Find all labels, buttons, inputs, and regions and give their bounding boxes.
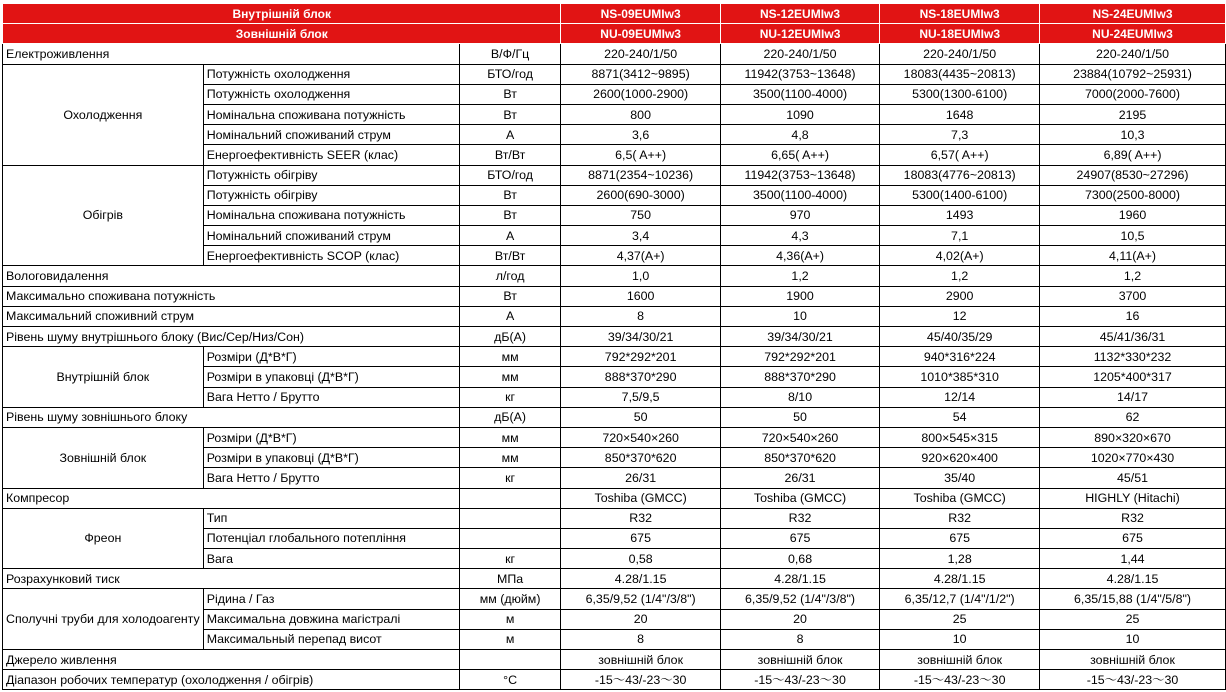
param-label: Діапазон робочих температур (охолодження / обігрів) bbox=[3, 670, 460, 690]
unit-cell: В/Ф/Гц bbox=[459, 44, 561, 64]
spec-row bbox=[3, 327, 1226, 347]
param-label: Рівень шуму зовнішнього блоку bbox=[3, 407, 460, 427]
value-cell: 7000(2000-7600) bbox=[1040, 84, 1226, 104]
value-cell: 920×620×400 bbox=[880, 448, 1040, 468]
value-cell: 940*316*224 bbox=[880, 347, 1040, 367]
spec-row bbox=[3, 569, 1226, 589]
group-label: Охолодження bbox=[3, 64, 204, 165]
value-cell: 970 bbox=[720, 205, 880, 225]
value-cell: R32 bbox=[880, 508, 1040, 528]
value-cell: 890×320×670 bbox=[1040, 427, 1226, 447]
value-cell: 4,36(A+) bbox=[720, 246, 880, 266]
unit-cell: Вт bbox=[459, 286, 561, 306]
value-cell: 4,02(A+) bbox=[880, 246, 1040, 266]
unit-cell: Вт bbox=[459, 185, 561, 205]
value-cell: 25 bbox=[1040, 609, 1226, 629]
value-cell: 8 bbox=[720, 629, 880, 649]
value-cell: 6,35/9,52 (1/4"/3/8") bbox=[720, 589, 880, 609]
value-cell: 45/40/35/29 bbox=[880, 327, 1040, 347]
value-cell: 50 bbox=[561, 407, 720, 427]
value-cell: 24907(8530~27296) bbox=[1040, 165, 1226, 185]
value-cell: 18083(4435~20813) bbox=[880, 64, 1040, 84]
unit-cell: дБ(А) bbox=[459, 407, 561, 427]
param-label: Вологовидалення bbox=[3, 266, 460, 286]
value-cell: 1,0 bbox=[561, 266, 720, 286]
param-label: Потужність охолодження bbox=[203, 64, 459, 84]
value-cell: 792*292*201 bbox=[561, 347, 720, 367]
value-cell: R32 bbox=[1040, 508, 1226, 528]
param-label: Вага Нетто / Брутто bbox=[203, 468, 459, 488]
value-cell: R32 bbox=[561, 508, 720, 528]
value-cell: 1648 bbox=[880, 104, 1040, 124]
outdoor-model: NU-09EUMIw3 bbox=[561, 24, 720, 44]
header-label: Зовнішній блок bbox=[3, 24, 561, 44]
value-cell: 0,58 bbox=[561, 549, 720, 569]
value-cell: зовнішній блок bbox=[1040, 650, 1226, 670]
group-label: Обігрів bbox=[3, 165, 204, 266]
unit-cell: дБ(А) bbox=[459, 327, 561, 347]
value-cell: 1600 bbox=[561, 286, 720, 306]
value-cell: 675 bbox=[561, 528, 720, 548]
value-cell: 45/51 bbox=[1040, 468, 1226, 488]
value-cell: 675 bbox=[1040, 528, 1226, 548]
param-label: Максимальна довжина магістралі bbox=[203, 609, 459, 629]
value-cell: 26/31 bbox=[720, 468, 880, 488]
value-cell: 7300(2500-8000) bbox=[1040, 185, 1226, 205]
param-label: Номінальна споживана потужність bbox=[203, 104, 459, 124]
spec-table bbox=[2, 3, 1226, 690]
value-cell: 10 bbox=[720, 306, 880, 326]
unit-cell: Вт/Вт bbox=[459, 145, 561, 165]
value-cell: 18083(4776~20813) bbox=[880, 165, 1040, 185]
value-cell: 4.28/1.15 bbox=[880, 569, 1040, 589]
value-cell: 11942(3753~13648) bbox=[720, 165, 880, 185]
value-cell: 4.28/1.15 bbox=[561, 569, 720, 589]
value-cell: 720×540×260 bbox=[720, 427, 880, 447]
spec-row bbox=[3, 44, 1226, 64]
value-cell: 4,8 bbox=[720, 125, 880, 145]
value-cell: 10 bbox=[1040, 629, 1226, 649]
unit-cell: м bbox=[459, 609, 561, 629]
value-cell: 1,2 bbox=[720, 266, 880, 286]
value-cell: -15～43/-23～30 bbox=[1040, 670, 1226, 690]
value-cell: 0,68 bbox=[720, 549, 880, 569]
spec-row bbox=[3, 347, 1226, 367]
spec-row bbox=[3, 306, 1226, 326]
unit-cell: А bbox=[459, 125, 561, 145]
value-cell: 1090 bbox=[720, 104, 880, 124]
param-label: Рівень шуму внутрішнього блоку (Вис/Сер/Низ/Сон) bbox=[3, 327, 460, 347]
value-cell: 1493 bbox=[880, 205, 1040, 225]
value-cell: 2600(1000-2900) bbox=[561, 84, 720, 104]
value-cell: R32 bbox=[720, 508, 880, 528]
unit-cell: мм bbox=[459, 427, 561, 447]
value-cell: HIGHLY (Hitachi) bbox=[1040, 488, 1226, 508]
value-cell: 6,35/12,7 (1/4"/1/2") bbox=[880, 589, 1040, 609]
value-cell: 220-240/1/50 bbox=[561, 44, 720, 64]
value-cell: 39/34/30/21 bbox=[561, 327, 720, 347]
value-cell: 7,5/9,5 bbox=[561, 387, 720, 407]
value-cell: 2600(690-3000) bbox=[561, 185, 720, 205]
value-cell: 4,11(A+) bbox=[1040, 246, 1226, 266]
unit-cell: кг bbox=[459, 468, 561, 488]
value-cell: Toshiba (GMCC) bbox=[880, 488, 1040, 508]
value-cell: 10,3 bbox=[1040, 125, 1226, 145]
unit-cell: МПа bbox=[459, 569, 561, 589]
value-cell: 3500(1100-4000) bbox=[720, 185, 880, 205]
value-cell: 12/14 bbox=[880, 387, 1040, 407]
value-cell: 220-240/1/50 bbox=[720, 44, 880, 64]
param-label: Енергоефективність SEER (клас) bbox=[203, 145, 459, 165]
outdoor-model: NU-12EUMIw3 bbox=[720, 24, 880, 44]
unit-cell bbox=[459, 488, 561, 508]
value-cell: 750 bbox=[561, 205, 720, 225]
value-cell: 45/41/36/31 bbox=[1040, 327, 1226, 347]
value-cell: 8 bbox=[561, 629, 720, 649]
value-cell: 23884(10792~25931) bbox=[1040, 64, 1226, 84]
value-cell: 10,5 bbox=[1040, 226, 1226, 246]
value-cell: 3,4 bbox=[561, 226, 720, 246]
value-cell: 4.28/1.15 bbox=[1040, 569, 1226, 589]
param-label: Розміри в упаковці (Д*В*Г) bbox=[203, 367, 459, 387]
value-cell: 1020×770×430 bbox=[1040, 448, 1226, 468]
param-label: Потужність обігріву bbox=[203, 185, 459, 205]
value-cell: 1960 bbox=[1040, 205, 1226, 225]
outdoor-model: NU-24EUMIw3 bbox=[1040, 24, 1226, 44]
value-cell: 3,6 bbox=[561, 125, 720, 145]
group-label: Внутрішній блок bbox=[3, 347, 204, 408]
value-cell: 50 bbox=[720, 407, 880, 427]
spec-row bbox=[3, 670, 1226, 690]
spec-row bbox=[3, 286, 1226, 306]
unit-cell: Вт bbox=[459, 205, 561, 225]
value-cell: 675 bbox=[880, 528, 1040, 548]
value-cell: 26/31 bbox=[561, 468, 720, 488]
param-label: Потужність охолодження bbox=[203, 84, 459, 104]
param-label: Потенціал глобального потепління bbox=[203, 528, 459, 548]
unit-cell: м bbox=[459, 629, 561, 649]
value-cell: 8871(3412~9895) bbox=[561, 64, 720, 84]
value-cell: зовнішній блок bbox=[880, 650, 1040, 670]
value-cell: 6,65( A++) bbox=[720, 145, 880, 165]
value-cell: 7,3 bbox=[880, 125, 1040, 145]
value-cell: 54 bbox=[880, 407, 1040, 427]
param-label: Енергоефективність SCOP (клас) bbox=[203, 246, 459, 266]
value-cell: 6,57( A++) bbox=[880, 145, 1040, 165]
indoor-model: NS-18EUMIw3 bbox=[880, 4, 1040, 24]
group-label: Зовнішній блок bbox=[3, 427, 204, 488]
unit-cell bbox=[459, 528, 561, 548]
value-cell: 1,44 bbox=[1040, 549, 1226, 569]
unit-cell bbox=[459, 508, 561, 528]
param-label: Джерело живлення bbox=[3, 650, 460, 670]
param-label: Номінальна споживана потужність bbox=[203, 205, 459, 225]
value-cell: 2900 bbox=[880, 286, 1040, 306]
value-cell: 6,35/9,52 (1/4"/3/8") bbox=[561, 589, 720, 609]
param-label: Максимальный перепад висот bbox=[203, 629, 459, 649]
param-label: Розрахунковий тиск bbox=[3, 569, 460, 589]
unit-cell: БТО/год bbox=[459, 165, 561, 185]
param-label: Електроживлення bbox=[3, 44, 460, 64]
header-label: Внутрішній блок bbox=[3, 4, 561, 24]
spec-row bbox=[3, 508, 1226, 528]
value-cell: Toshiba (GMCC) bbox=[720, 488, 880, 508]
indoor-model: NS-12EUMIw3 bbox=[720, 4, 880, 24]
unit-cell: А bbox=[459, 226, 561, 246]
param-label: Розміри в упаковці (Д*В*Г) bbox=[203, 448, 459, 468]
value-cell: 2195 bbox=[1040, 104, 1226, 124]
spec-row bbox=[3, 488, 1226, 508]
value-cell: 25 bbox=[880, 609, 1040, 629]
param-label: Вага bbox=[203, 549, 459, 569]
value-cell: 10 bbox=[880, 629, 1040, 649]
param-label: Розміри (Д*В*Г) bbox=[203, 427, 459, 447]
unit-cell: °C bbox=[459, 670, 561, 690]
param-label: Максимально споживана потужність bbox=[3, 286, 460, 306]
value-cell: 6,89( A++) bbox=[1040, 145, 1226, 165]
unit-cell: Вт/Вт bbox=[459, 246, 561, 266]
value-cell: 800×545×315 bbox=[880, 427, 1040, 447]
value-cell: Toshiba (GMCC) bbox=[561, 488, 720, 508]
value-cell: 1,2 bbox=[1040, 266, 1226, 286]
unit-cell: л/год bbox=[459, 266, 561, 286]
value-cell: 792*292*201 bbox=[720, 347, 880, 367]
value-cell: 4,3 bbox=[720, 226, 880, 246]
value-cell: 1,2 bbox=[880, 266, 1040, 286]
value-cell: 8871(2354~10236) bbox=[561, 165, 720, 185]
spec-row bbox=[3, 165, 1226, 185]
param-label: Максимальний споживний струм bbox=[3, 306, 460, 326]
value-cell: 888*370*290 bbox=[561, 367, 720, 387]
spec-row bbox=[3, 64, 1226, 84]
spec-row bbox=[3, 589, 1226, 609]
value-cell: 888*370*290 bbox=[720, 367, 880, 387]
value-cell: 11942(3753~13648) bbox=[720, 64, 880, 84]
param-label: Вага Нетто / Брутто bbox=[203, 387, 459, 407]
value-cell: 1132*330*232 bbox=[1040, 347, 1226, 367]
spec-row bbox=[3, 407, 1226, 427]
value-cell: 7,1 bbox=[880, 226, 1040, 246]
value-cell: 850*370*620 bbox=[720, 448, 880, 468]
value-cell: 800 bbox=[561, 104, 720, 124]
value-cell: 4,37(A+) bbox=[561, 246, 720, 266]
spec-row bbox=[3, 266, 1226, 286]
value-cell: 1010*385*310 bbox=[880, 367, 1040, 387]
value-cell: 4.28/1.15 bbox=[720, 569, 880, 589]
value-cell: 1205*400*317 bbox=[1040, 367, 1226, 387]
value-cell: зовнішній блок bbox=[561, 650, 720, 670]
value-cell: 850*370*620 bbox=[561, 448, 720, 468]
value-cell: 220-240/1/50 bbox=[1040, 44, 1226, 64]
value-cell: 8/10 bbox=[720, 387, 880, 407]
value-cell: 5300(1400-6100) bbox=[880, 185, 1040, 205]
unit-cell: мм (дюйм) bbox=[459, 589, 561, 609]
param-label: Тип bbox=[203, 508, 459, 528]
value-cell: 20 bbox=[720, 609, 880, 629]
value-cell: 220-240/1/50 bbox=[880, 44, 1040, 64]
value-cell: 3700 bbox=[1040, 286, 1226, 306]
unit-cell: БТО/год bbox=[459, 64, 561, 84]
group-label: Сполучні труби для холодоагенту bbox=[3, 589, 204, 650]
value-cell: 62 bbox=[1040, 407, 1226, 427]
indoor-model: NS-24EUMIw3 bbox=[1040, 4, 1226, 24]
param-label: Рідина / Газ bbox=[203, 589, 459, 609]
unit-cell: Вт bbox=[459, 84, 561, 104]
value-cell: 720×540×260 bbox=[561, 427, 720, 447]
header-row bbox=[3, 24, 1226, 44]
header-row bbox=[3, 4, 1226, 24]
value-cell: 675 bbox=[720, 528, 880, 548]
unit-cell: мм bbox=[459, 367, 561, 387]
value-cell: 3500(1100-4000) bbox=[720, 84, 880, 104]
param-label: Розміри (Д*В*Г) bbox=[203, 347, 459, 367]
spec-row bbox=[3, 650, 1226, 670]
param-label: Компресор bbox=[3, 488, 460, 508]
unit-cell: мм bbox=[459, 448, 561, 468]
value-cell: 6,35/15,88 (1/4"/5/8") bbox=[1040, 589, 1226, 609]
unit-cell: кг bbox=[459, 387, 561, 407]
param-label: Номінальний споживаний струм bbox=[203, 125, 459, 145]
param-label: Номінальний споживаний струм bbox=[203, 226, 459, 246]
group-label: Фреон bbox=[3, 508, 204, 569]
value-cell: -15～43/-23～30 bbox=[561, 670, 720, 690]
unit-cell: мм bbox=[459, 347, 561, 367]
param-label: Потужність обігріву bbox=[203, 165, 459, 185]
value-cell: 12 bbox=[880, 306, 1040, 326]
value-cell: 1,28 bbox=[880, 549, 1040, 569]
indoor-model: NS-09EUMIw3 bbox=[561, 4, 720, 24]
value-cell: зовнішній блок bbox=[720, 650, 880, 670]
value-cell: -15～43/-23～30 bbox=[880, 670, 1040, 690]
unit-cell bbox=[459, 650, 561, 670]
value-cell: 8 bbox=[561, 306, 720, 326]
value-cell: 14/17 bbox=[1040, 387, 1226, 407]
unit-cell: кг bbox=[459, 549, 561, 569]
spec-row bbox=[3, 427, 1226, 447]
outdoor-model: NU-18EUMIw3 bbox=[880, 24, 1040, 44]
unit-cell: А bbox=[459, 306, 561, 326]
value-cell: -15～43/-23～30 bbox=[720, 670, 880, 690]
value-cell: 35/40 bbox=[880, 468, 1040, 488]
value-cell: 5300(1300-6100) bbox=[880, 84, 1040, 104]
value-cell: 1900 bbox=[720, 286, 880, 306]
unit-cell: Вт bbox=[459, 104, 561, 124]
value-cell: 20 bbox=[561, 609, 720, 629]
value-cell: 39/34/30/21 bbox=[720, 327, 880, 347]
value-cell: 6,5( A++) bbox=[561, 145, 720, 165]
value-cell: 16 bbox=[1040, 306, 1226, 326]
